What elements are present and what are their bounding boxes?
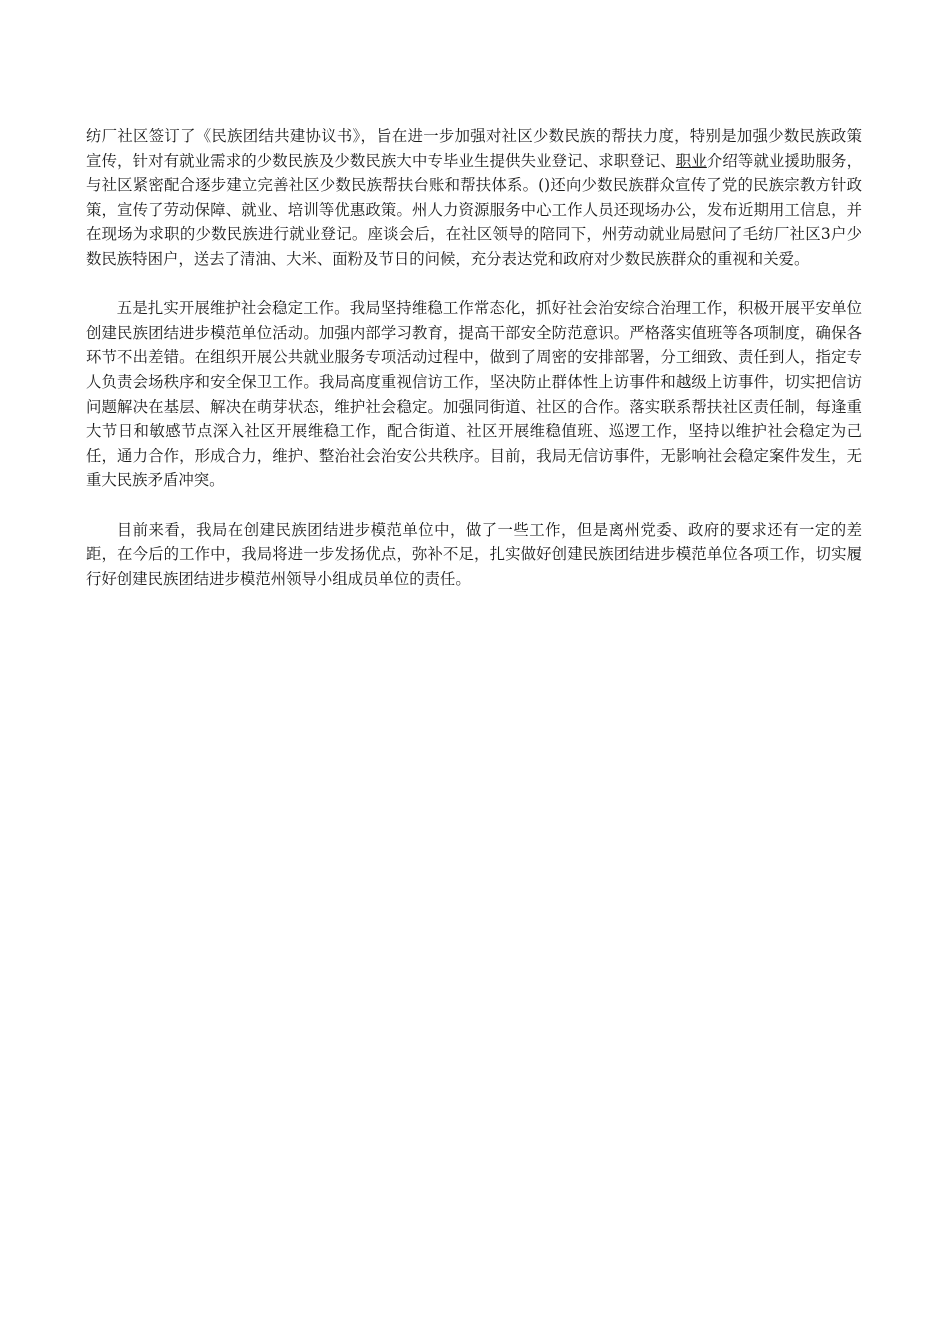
paragraph-1-text-end: 介绍等就业援助服务，与社区紧密配合逐步建立完善社区少数民族帮扶台账和帮扶体系。()还向少数民族群众宣传了党的民族宗教方针政策，宣传了劳动保障、就业、培训等优惠政策。州人力资源服务中心工作人员还现场办公，发布近期用工信息，并在现场为求职的少数民族进行就业登记。座谈会后，在社区领导的陪同下，州劳动就业局慰问了毛纺厂社区3户少数民族特困户，送去了清油、大米、面粉及节日的问候，充分表达党和政府对少数民族群众的重视和关爱。 — [86, 151, 862, 268]
paragraph-1-text-start: 纺厂社区签订了《民族团结共建协议书》，旨在进一步加强对社区少数民族的帮扶力度，特别是加强少数民族政策宣传，针对有就业需求的少数民族及少数民族大中专毕业生提供失业登记、求职登记、 — [86, 127, 862, 170]
paragraph-conclusion: 目前来看，我局在创建民族团结进步模范单位中，做了一些工作，但是离州党委、政府的要求还有一定的差距，在今后的工作中，我局将进一步发扬优点，弥补不足，扎实做好创建民族团结进步模范单位各项工作，切实履行好创建民族团结进步模范州领导小组成员单位的责任。 — [86, 520, 862, 588]
paragraph-continuation — [86, 124, 862, 272]
career-link[interactable]: 职业 — [675, 151, 707, 170]
document-page — [86, 124, 862, 591]
paragraph-social-stability: 五是扎实开展维护社会稳定工作。我局坚持维稳工作常态化，抓好社会治安综合治理工作，积极开展平安单位创建民族团结进步模范单位活动。加强内部学习教育，提高干部安全防范意识。严格落实值班等各项制度，确保各环节不出差错。在组织开展公共就业服务专项活动过程中，做到了周密的安排部署，分工细致、责任到人，指定专人负责会场秩序和安全保卫工作。我局高度重视信访工作，坚决防止群体性上访事件和越级上访事件，切实把信访问题解决在基层、解决在萌芽状态，维护社会稳定。加强同街道、社区的合作。落实联系帮扶社区责任制，每逢重大节日和敏感节点深入社区开展维稳工作，配合街道、社区开展维稳值班、巡逻工作，坚持以维护社会稳定为己任，通力合作，形成合力，维护、整治社会治安公共秩序。目前，我局无信访事件，无影响社会稳定案件发生，无重大民族矛盾冲突。 — [86, 299, 862, 490]
